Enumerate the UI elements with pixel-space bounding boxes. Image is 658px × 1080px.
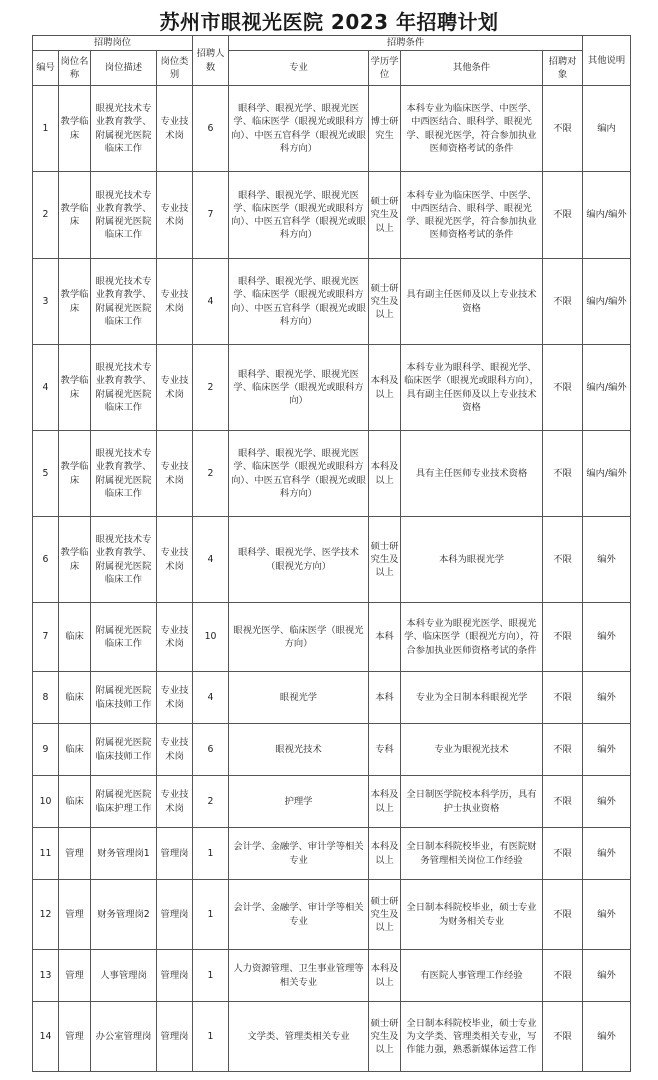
cell-degree: 本科及以上 bbox=[369, 776, 401, 828]
cell-target: 不限 bbox=[543, 259, 583, 345]
header-group-position: 招聘岗位 bbox=[33, 36, 193, 51]
table-row bbox=[33, 172, 631, 259]
cell-remark: 编外 bbox=[583, 880, 631, 950]
cell-degree: 本科及以上 bbox=[369, 431, 401, 517]
cell-position-name: 管理 bbox=[59, 1002, 91, 1072]
cell-no: 5 bbox=[33, 431, 59, 517]
cell-major: 会计学、金融学、审计学等相关专业 bbox=[229, 880, 369, 950]
cell-position-desc: 眼视光技术专业教育教学、附属视光医院临床工作 bbox=[91, 259, 157, 345]
cell-target: 不限 bbox=[543, 672, 583, 724]
cell-major: 眼科学、眼视光学、眼视光医学、临床医学（眼视光或眼科方向）、中医五官科学（眼视光或眼科方向） bbox=[229, 172, 369, 259]
table-row bbox=[33, 672, 631, 724]
cell-position-type: 管理岗 bbox=[157, 828, 193, 880]
cell-headcount: 1 bbox=[193, 828, 229, 880]
cell-no: 11 bbox=[33, 828, 59, 880]
cell-remark: 编外 bbox=[583, 828, 631, 880]
cell-position-type: 管理岗 bbox=[157, 880, 193, 950]
cell-position-desc: 办公室管理岗 bbox=[91, 1002, 157, 1072]
cell-remark: 编外 bbox=[583, 603, 631, 672]
header-no: 编号 bbox=[33, 51, 59, 86]
cell-target: 不限 bbox=[543, 880, 583, 950]
cell-position-type: 专业技术岗 bbox=[157, 345, 193, 431]
cell-position-name: 教学临床 bbox=[59, 345, 91, 431]
cell-no: 2 bbox=[33, 172, 59, 259]
cell-position-type: 专业技术岗 bbox=[157, 776, 193, 828]
cell-headcount: 2 bbox=[193, 431, 229, 517]
cell-remark: 编内/编外 bbox=[583, 345, 631, 431]
table-row bbox=[33, 345, 631, 431]
cell-degree: 博士研究生 bbox=[369, 86, 401, 172]
cell-other-conditions: 本科专业为眼视光医学、眼视光学、临床医学（眼视光方向），符合参加执业医师资格考试的条件 bbox=[401, 603, 543, 672]
cell-position-name: 临床 bbox=[59, 724, 91, 776]
cell-remark: 编内/编外 bbox=[583, 431, 631, 517]
table-row bbox=[33, 603, 631, 672]
cell-target: 不限 bbox=[543, 431, 583, 517]
table-body bbox=[33, 86, 631, 1072]
cell-major: 文学类、管理类相关专业 bbox=[229, 1002, 369, 1072]
cell-position-name: 临床 bbox=[59, 672, 91, 724]
cell-other-conditions: 本科专业为临床医学、中医学、中西医结合、眼科学、眼视光学、眼视光医学，符合参加执业医师资格考试的条件 bbox=[401, 86, 543, 172]
cell-position-desc: 财务管理岗2 bbox=[91, 880, 157, 950]
cell-no: 3 bbox=[33, 259, 59, 345]
header-position-type: 岗位类别 bbox=[157, 51, 193, 86]
cell-major: 会计学、金融学、审计学等相关专业 bbox=[229, 828, 369, 880]
cell-degree: 硕士研究生及以上 bbox=[369, 517, 401, 603]
cell-no: 12 bbox=[33, 880, 59, 950]
cell-major: 护理学 bbox=[229, 776, 369, 828]
cell-other-conditions: 具有主任医师专业技术资格 bbox=[401, 431, 543, 517]
table-row bbox=[33, 86, 631, 172]
cell-remark: 编外 bbox=[583, 950, 631, 1002]
cell-remark: 编外 bbox=[583, 517, 631, 603]
cell-degree: 本科及以上 bbox=[369, 950, 401, 1002]
table-row bbox=[33, 828, 631, 880]
cell-degree: 硕士研究生及以上 bbox=[369, 1002, 401, 1072]
cell-no: 8 bbox=[33, 672, 59, 724]
cell-headcount: 4 bbox=[193, 672, 229, 724]
cell-position-type: 专业技术岗 bbox=[157, 86, 193, 172]
cell-remark: 编内/编外 bbox=[583, 259, 631, 345]
header-target: 招聘对象 bbox=[543, 51, 583, 86]
cell-degree: 硕士研究生及以上 bbox=[369, 880, 401, 950]
cell-position-desc: 眼视光技术专业教育教学、附属视光医院临床工作 bbox=[91, 345, 157, 431]
cell-headcount: 4 bbox=[193, 517, 229, 603]
cell-other-conditions: 全日制本科院校毕业，硕士专业为财务相关专业 bbox=[401, 880, 543, 950]
cell-degree: 硕士研究生及以上 bbox=[369, 259, 401, 345]
cell-position-desc: 附属视光医院临床技师工作 bbox=[91, 724, 157, 776]
cell-position-type: 专业技术岗 bbox=[157, 603, 193, 672]
table-row bbox=[33, 431, 631, 517]
cell-position-name: 临床 bbox=[59, 603, 91, 672]
cell-position-desc: 财务管理岗1 bbox=[91, 828, 157, 880]
cell-position-name: 教学临床 bbox=[59, 172, 91, 259]
cell-no: 6 bbox=[33, 517, 59, 603]
cell-position-type: 专业技术岗 bbox=[157, 672, 193, 724]
cell-position-desc: 人事管理岗 bbox=[91, 950, 157, 1002]
cell-remark: 编外 bbox=[583, 1002, 631, 1072]
cell-remark: 编外 bbox=[583, 776, 631, 828]
cell-position-type: 专业技术岗 bbox=[157, 724, 193, 776]
cell-no: 10 bbox=[33, 776, 59, 828]
cell-headcount: 10 bbox=[193, 603, 229, 672]
cell-position-desc: 眼视光技术专业教育教学、附属视光医院临床工作 bbox=[91, 86, 157, 172]
cell-position-desc: 附属视光医院临床护理工作 bbox=[91, 776, 157, 828]
cell-position-name: 管理 bbox=[59, 828, 91, 880]
cell-target: 不限 bbox=[543, 828, 583, 880]
cell-no: 9 bbox=[33, 724, 59, 776]
table-row bbox=[33, 776, 631, 828]
cell-other-conditions: 本科专业为临床医学、中医学、中西医结合、眼科学、眼视光学、眼视光医学，符合参加执业医师资格考试的条件 bbox=[401, 172, 543, 259]
cell-position-desc: 附属视光医院临床技师工作 bbox=[91, 672, 157, 724]
cell-major: 人力资源管理、卫生事业管理等相关专业 bbox=[229, 950, 369, 1002]
header-group-conditions: 招聘条件 bbox=[229, 36, 583, 51]
cell-remark: 编内 bbox=[583, 86, 631, 172]
header-major: 专业 bbox=[229, 51, 369, 86]
cell-target: 不限 bbox=[543, 776, 583, 828]
cell-position-desc: 附属视光医院临床工作 bbox=[91, 603, 157, 672]
cell-position-name: 教学临床 bbox=[59, 431, 91, 517]
cell-other-conditions: 全日制本科院校毕业，有医院财务管理相关岗位工作经验 bbox=[401, 828, 543, 880]
header-position-desc: 岗位描述 bbox=[91, 51, 157, 86]
cell-no: 4 bbox=[33, 345, 59, 431]
cell-target: 不限 bbox=[543, 86, 583, 172]
cell-degree: 硕士研究生及以上 bbox=[369, 172, 401, 259]
cell-headcount: 6 bbox=[193, 724, 229, 776]
cell-position-type: 专业技术岗 bbox=[157, 431, 193, 517]
cell-position-desc: 眼视光技术专业教育教学、附属视光医院临床工作 bbox=[91, 172, 157, 259]
cell-major: 眼视光学 bbox=[229, 672, 369, 724]
cell-major: 眼视光技术 bbox=[229, 724, 369, 776]
cell-other-conditions: 全日制医学院校本科学历，具有护士执业资格 bbox=[401, 776, 543, 828]
cell-no: 1 bbox=[33, 86, 59, 172]
cell-major: 眼科学、眼视光学、医学技术（眼视光方向） bbox=[229, 517, 369, 603]
header-degree: 学历学位 bbox=[369, 51, 401, 86]
cell-position-name: 临床 bbox=[59, 776, 91, 828]
cell-target: 不限 bbox=[543, 950, 583, 1002]
table-row bbox=[33, 950, 631, 1002]
cell-headcount: 7 bbox=[193, 172, 229, 259]
table-row bbox=[33, 1002, 631, 1072]
cell-other-conditions: 有医院人事管理工作经验 bbox=[401, 950, 543, 1002]
cell-position-type: 管理岗 bbox=[157, 950, 193, 1002]
cell-remark: 编内/编外 bbox=[583, 172, 631, 259]
header-position-name: 岗位名称 bbox=[59, 51, 91, 86]
cell-degree: 本科及以上 bbox=[369, 828, 401, 880]
cell-position-type: 专业技术岗 bbox=[157, 517, 193, 603]
cell-headcount: 1 bbox=[193, 950, 229, 1002]
header-headcount: 招聘人数 bbox=[193, 36, 229, 86]
cell-position-name: 管理 bbox=[59, 880, 91, 950]
cell-target: 不限 bbox=[543, 172, 583, 259]
cell-target: 不限 bbox=[543, 1002, 583, 1072]
table-row bbox=[33, 880, 631, 950]
cell-no: 14 bbox=[33, 1002, 59, 1072]
header-remarks: 其他说明 bbox=[583, 36, 631, 86]
cell-degree: 专科 bbox=[369, 724, 401, 776]
cell-other-conditions: 本科为眼视光学 bbox=[401, 517, 543, 603]
cell-headcount: 2 bbox=[193, 345, 229, 431]
table-row bbox=[33, 259, 631, 345]
cell-position-name: 教学临床 bbox=[59, 86, 91, 172]
cell-position-desc: 眼视光技术专业教育教学、附属视光医院临床工作 bbox=[91, 517, 157, 603]
cell-headcount: 1 bbox=[193, 880, 229, 950]
cell-headcount: 2 bbox=[193, 776, 229, 828]
cell-target: 不限 bbox=[543, 603, 583, 672]
table-row bbox=[33, 517, 631, 603]
header-other-conditions: 其他条件 bbox=[401, 51, 543, 86]
cell-major: 眼科学、眼视光学、眼视光医学、临床医学（眼视光或眼科方向）、中医五官科学（眼视光或眼科方向） bbox=[229, 259, 369, 345]
cell-no: 7 bbox=[33, 603, 59, 672]
cell-position-name: 教学临床 bbox=[59, 259, 91, 345]
cell-degree: 本科及以上 bbox=[369, 345, 401, 431]
cell-major: 眼科学、眼视光学、眼视光医学、临床医学（眼视光或眼科方向） bbox=[229, 345, 369, 431]
cell-other-conditions: 专业为全日制本科眼视光学 bbox=[401, 672, 543, 724]
cell-other-conditions: 全日制本科院校毕业，硕士专业为文学类、管理类相关专业，写作能力强，熟悉新媒体运营工作 bbox=[401, 1002, 543, 1072]
cell-remark: 编外 bbox=[583, 672, 631, 724]
cell-position-desc: 眼视光技术专业教育教学、附属视光医院临床工作 bbox=[91, 431, 157, 517]
cell-headcount: 4 bbox=[193, 259, 229, 345]
cell-headcount: 1 bbox=[193, 1002, 229, 1072]
cell-remark: 编外 bbox=[583, 724, 631, 776]
cell-position-type: 专业技术岗 bbox=[157, 172, 193, 259]
cell-position-type: 管理岗 bbox=[157, 1002, 193, 1072]
cell-other-conditions: 专业为眼视光技术 bbox=[401, 724, 543, 776]
page-title: 苏州市眼视光医院 2023 年招聘计划 bbox=[159, 10, 499, 34]
recruitment-table bbox=[32, 35, 631, 1072]
cell-target: 不限 bbox=[543, 517, 583, 603]
cell-target: 不限 bbox=[543, 345, 583, 431]
cell-position-type: 专业技术岗 bbox=[157, 259, 193, 345]
cell-target: 不限 bbox=[543, 724, 583, 776]
cell-headcount: 6 bbox=[193, 86, 229, 172]
cell-degree: 本科 bbox=[369, 603, 401, 672]
cell-position-name: 管理 bbox=[59, 950, 91, 1002]
cell-major: 眼科学、眼视光学、眼视光医学、临床医学（眼视光或眼科方向）、中医五官科学（眼视光或眼科方向） bbox=[229, 431, 369, 517]
cell-other-conditions: 本科专业为眼科学、眼视光学、临床医学（眼视光或眼科方向），具有副主任医师及以上专业技术资格 bbox=[401, 345, 543, 431]
cell-major: 眼视光医学、临床医学（眼视光方向） bbox=[229, 603, 369, 672]
cell-position-name: 教学临床 bbox=[59, 517, 91, 603]
cell-other-conditions: 具有副主任医师及以上专业技术资格 bbox=[401, 259, 543, 345]
cell-no: 13 bbox=[33, 950, 59, 1002]
table-row bbox=[33, 724, 631, 776]
cell-degree: 本科 bbox=[369, 672, 401, 724]
cell-major: 眼科学、眼视光学、眼视光医学、临床医学（眼视光或眼科方向）、中医五官科学（眼视光或眼科方向） bbox=[229, 86, 369, 172]
